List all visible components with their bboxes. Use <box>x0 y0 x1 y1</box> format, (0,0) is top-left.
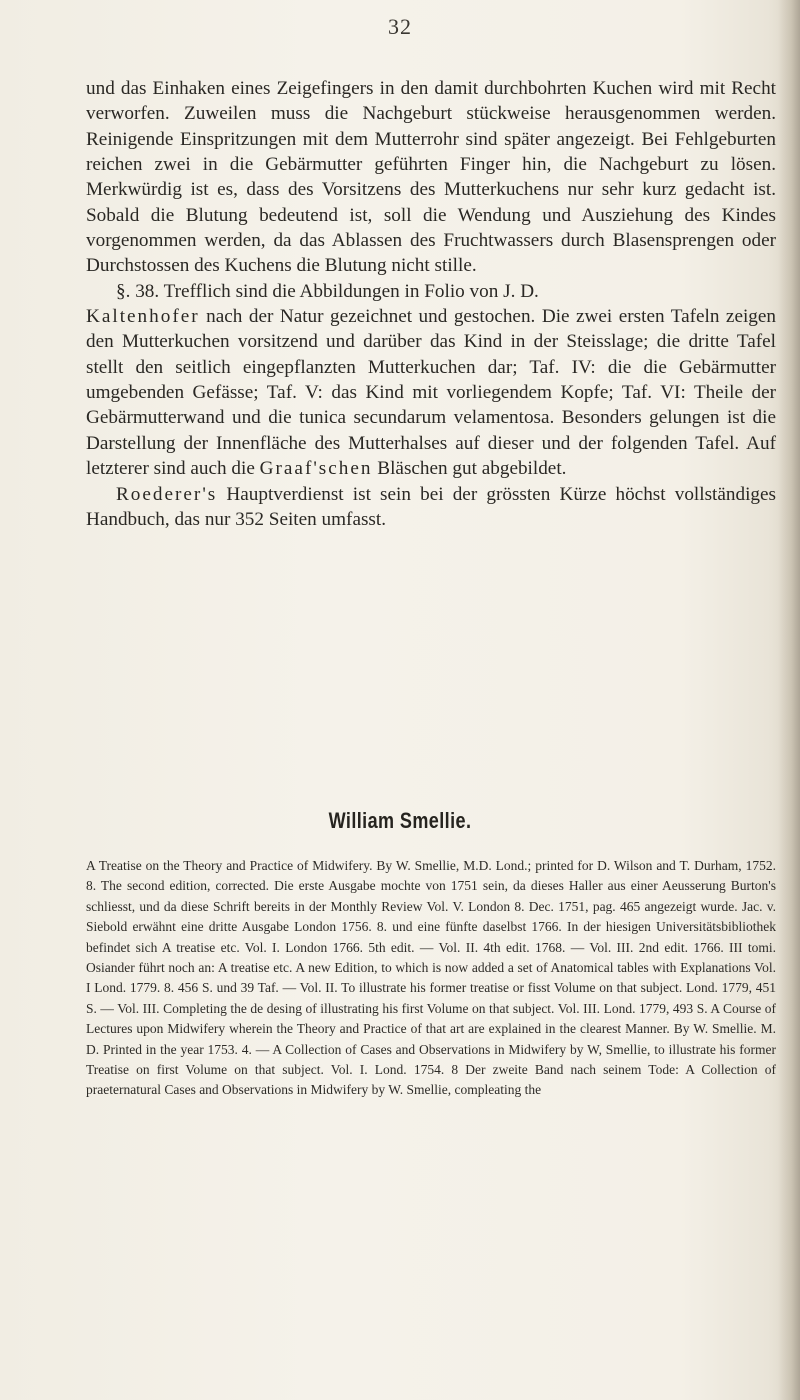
paragraph-2-lead: §. 38. Trefflich sind die Abbildungen in Folio von J. D. <box>116 280 539 302</box>
paragraph-2 <box>86 279 776 482</box>
author-name-kaltenhofer: Kaltenhofer <box>86 306 200 328</box>
paragraph-2-end: Bläschen gut abgebildet. <box>377 458 567 480</box>
page-gutter-shadow <box>778 0 800 1400</box>
bibliography-text: A Treatise on the Theory and Practice of Midwifery. By W. Smellie, M.D. Lond.; printed for D. Wilson and T. Durham, 1752. 8. The second edition, corrected. Die erste Ausgabe mochte von 1751 sein, da dieses Haller aus einer Aeusserung Burton's schliesst, und da diese Schrift bereits in der Monthly Review Vol. V. London 8. Dec. 1751, pag. 465 angezeigt wurde. Jac. v. Siebold erwähnt eine dritte Ausgabe London 1756. 8. und eine fünfte daselbst 1766. In der hiesigen Universitätsbibliothek befindet sich A treatise etc. Vol. I. London 1766. 5th edit. — Vol. II. 4th edit. 1768. — Vol. III. 2nd edit. 1766. III tomi. Osiander führt noch an: A treatise etc. A new Edition, to which is now added a set of Anatomical tables with Explanations Vol. I Lond. 1779. 8. 456 S. und 39 Taf. — Vol. II. To illustrate his former treatise or fisst Volume on that subject. Lond. 1779, 451 S. — Vol. III. Completing the de desing of illustrating his first Volume on that subject. Vol. III. Lond. 1779, 493 S. A Course of Lectures upon Midwifery wherein the Theory and Practice of that art are explained in the clearest Manner. By W. Smellie. M. D. Printed in the year 1753. 4. — A Collection of Cases and Observations in Midwifery by W, Smellie, to illustrate his former Treatise on first Volume on that subject. Vol. I. Lond. 1754. 8 Der zweite Band nach seinem Tode: A Collection of praeternatural Cases and Observations in Midwifery by W. Smellie, compleating the <box>86 858 776 1098</box>
page-number: 32 <box>388 14 412 39</box>
paragraph-3 <box>86 482 776 533</box>
term-graaf: Graaf'schen <box>259 458 373 480</box>
paragraph-3-body: Hauptverdienst ist sein bei der grössten Kürze höchst vollständiges Handbuch, das nur 352 Seiten umfasst. <box>86 483 776 530</box>
main-text <box>86 76 776 532</box>
author-name-roederer: Roederer's <box>116 483 218 505</box>
section-heading: William Smellie. <box>328 808 472 833</box>
paragraph-1: und das Einhaken eines Zeigefingers in den damit durchbohrten Kuchen wird mit Recht verworfen. Zuweilen muss die Nachgeburt stückweise herausgenommen werden. Reinigende Einspritzungen mit dem Mutterrohr sind später angezeigt. Bei Fehlgeburten reichen zwei in die Gebärmutter geführten Finger hin, die Nachgeburt zu lösen. Merkwürdig ist es, dass des Vorsitzens des Mutterkuchens nur sehr kurz gedacht ist. Sobald die Blutung bedeutend ist, soll die Wendung und Ausziehung des Kindes vorgenommen werden, da das Ablassen des Fruchtwassers durch Blasensprengen oder Durchstossen des Kuchens die Blutung nicht stille. <box>86 78 776 277</box>
bibliography-note <box>86 856 776 1101</box>
paragraph-2-body: nach der Natur gezeichnet und gestochen. Die zwei ersten Tafeln zeigen den Mutterkuchen vorsitzend und darüber das Kind in der Steisslage; die dritte Tafel stellt den seitlich eingepflanzten Mutterkuchen dar; Taf. IV: die die Gebärmutter umgebenden Gefässe; Taf. V: das Kind mit vorliegendem Kopfe; Taf. VI: Theile der Gebärmutterwand und die tunica secundarum velamentosa. Besonders gelungen ist die Darstellung der Innenfläche des Mutterhalses auf dieser und der folgenden Tafel. Auf letzterer sind auch die <box>86 306 777 480</box>
